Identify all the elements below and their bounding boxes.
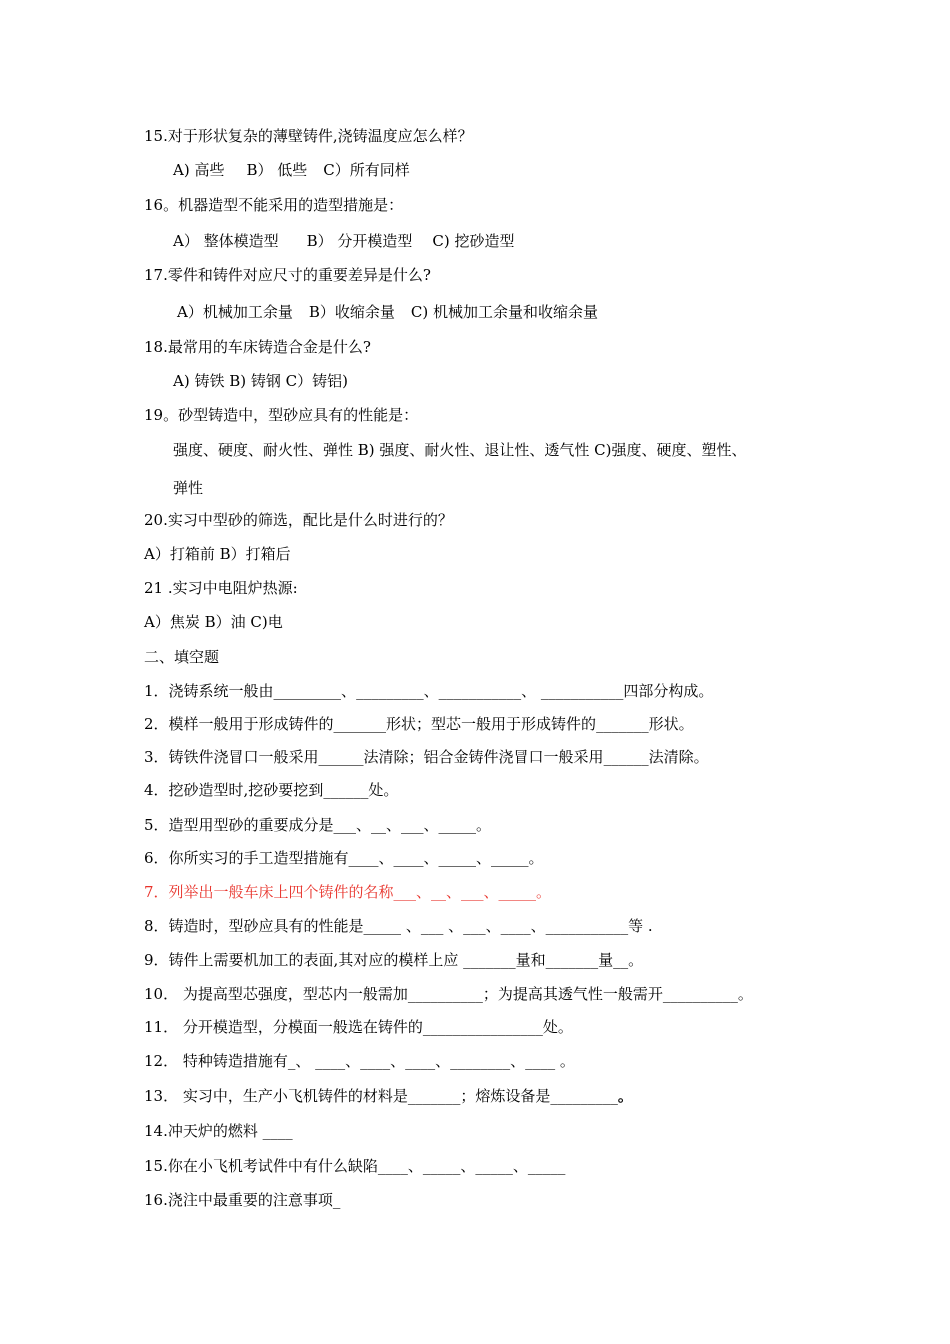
item-text: 9．铸件上需要机加工的表面,其对应的模样上应 _______量和_______量__。 [144, 951, 644, 969]
fill-item-11 [144, 1016, 573, 1038]
question-21-options [144, 611, 283, 633]
item-text: 。 [737, 985, 753, 1003]
question-21 [144, 577, 298, 599]
question-18 [144, 336, 371, 358]
option-a: A) 高些 [173, 161, 225, 179]
question-15-options [173, 159, 410, 181]
fill-item-10 [144, 983, 753, 1005]
blank: _______ [407, 1087, 461, 1105]
fill-item-7-highlighted [144, 881, 551, 903]
question-15 [144, 125, 473, 147]
fill-item-9 [144, 949, 643, 971]
item-text: 10． 为提高型芯强度，型芯内一般需加 [144, 985, 408, 1003]
separator: 、 [521, 682, 541, 700]
item-text: 。 [617, 1087, 633, 1105]
option-b: B） 分开模造型 [306, 232, 413, 250]
options-text: 弹性 [173, 479, 204, 497]
item-text: ；熔炼设备是 [460, 1087, 551, 1105]
item-text: 3．铸铁件浇冒口一般采用 [144, 748, 319, 766]
question-19-options-line1 [173, 439, 747, 461]
option-a: A） 整体模造型 [173, 232, 279, 250]
fill-item-4 [144, 779, 398, 801]
section-heading-text: 二、填空题 [144, 648, 220, 666]
fill-item-15 [144, 1155, 565, 1177]
item-text: 13． 实习中，生产小飞机铸件的材料是 [144, 1087, 408, 1105]
item-text: 6．你所实习的手工造型措施有____、____、_____、_____。 [144, 849, 544, 867]
blank: ___________ [540, 682, 624, 700]
item-text: ；为提高其透气性一般需开 [482, 985, 663, 1003]
separator: 、 [341, 682, 357, 700]
question-17 [144, 264, 431, 286]
fill-item-3 [144, 746, 709, 768]
question-17-text: 17.零件和铸件对应尺寸的重要差异是什么? [144, 266, 431, 284]
options-text: A）焦炭 B）油 C)电 [144, 613, 283, 631]
item-text: 处。 [542, 1018, 573, 1036]
blank: _________ [550, 1087, 618, 1105]
blank: _______ [596, 715, 649, 733]
question-19 [144, 404, 418, 426]
item-text: 形状；型芯一般用于形成铸件的 [386, 715, 597, 733]
item-text: 5．造型用型砂的重要成分是___、__、___、_____。 [144, 816, 492, 834]
blank: ______ [323, 781, 369, 799]
item-text: 2．模样一般用于形成铸件的 [144, 715, 334, 733]
blank: __________ [662, 985, 738, 1003]
item-text: 7．列举出一般车床上四个铸件的名称___、__、___、_____。 [144, 883, 552, 901]
item-text: 12． 特种铸造措施有_、 ____、____、____、________、____ 。 [144, 1052, 575, 1070]
option-b: B）收缩余量 [308, 303, 395, 321]
item-text: 15.你在小飞机考试件中有什么缺陷____、_____、_____、_____ [144, 1157, 566, 1175]
fill-item-12 [144, 1050, 575, 1072]
blank: _______ [333, 715, 387, 733]
fill-item-2 [144, 713, 694, 735]
fill-item-13 [144, 1085, 633, 1107]
question-16 [144, 194, 403, 216]
fill-item-5 [144, 814, 491, 836]
item-text: 形状。 [648, 715, 694, 733]
question-20-text: 20.实习中型砂的筛选，配比是什么时进行的？ [144, 511, 453, 529]
blank: _________ [273, 682, 342, 700]
item-text: 4．挖砂造型时,挖砂要挖到 [144, 781, 324, 799]
fill-item-1 [144, 680, 713, 702]
options-text: 强度、硬度、耐火性、弹性 B) 强度、耐火性、退让性、透气性 C)强度、硬度、塑性、 [173, 441, 747, 459]
fill-item-16 [144, 1189, 340, 1211]
options-text: A）打箱前 B）打箱后 [144, 545, 291, 563]
blank: ______ [603, 748, 649, 766]
item-text: 1．浇铸系统一般由 [144, 682, 274, 700]
question-19-options-line2 [173, 477, 203, 499]
item-text: 四部分构成。 [623, 682, 714, 700]
separator: 、 [423, 682, 439, 700]
option-c: C) 机械加工余量和收缩余量 [410, 303, 598, 321]
item-text: 处。 [368, 781, 399, 799]
question-15-text: 15.对于形状复杂的薄壁铸件,浇铸温度应怎么样？ [144, 127, 473, 145]
fill-item-8 [144, 915, 653, 937]
option-c: C）所有同样 [323, 161, 410, 179]
blank: _________ [356, 682, 424, 700]
fill-item-14 [144, 1120, 293, 1142]
fill-item-6 [144, 847, 544, 869]
blank: ______ [318, 748, 364, 766]
question-16-text: 16。机器造型不能采用的造型措施是： [144, 196, 404, 214]
item-text: 14.冲天炉的燃料 ____ [144, 1122, 293, 1140]
option-b: B） 低些 [246, 161, 308, 179]
question-20 [144, 509, 453, 531]
option-a: A）机械加工余量 [177, 303, 293, 321]
blank: __________ [407, 985, 483, 1003]
question-19-text: 19。砂型铸造中，型砂应具有的性能是： [144, 406, 419, 424]
options-text: A) 铸铁 B) 铸钢 C）铸铝) [173, 372, 348, 390]
item-text: 法清除。 [648, 748, 709, 766]
item-text: 8．铸造时，型砂应具有的性能是_____ 、___ 、___、____、___________等 . [144, 917, 653, 935]
item-text: 法清除；铝合金铸件浇冒口一般采用 [363, 748, 604, 766]
blank: ___________ [438, 682, 522, 700]
option-c: C) 挖砂造型 [432, 232, 515, 250]
question-18-text: 18.最常用的车床铸造合金是什么? [144, 338, 371, 356]
question-18-options [173, 370, 348, 392]
item-text: 11． 分开模造型，分模面一般选在铸件的 [144, 1018, 423, 1036]
section-heading [144, 646, 219, 668]
blank: ________________ [422, 1018, 543, 1036]
item-text: 16.浇注中最重要的注意事项_ [144, 1191, 341, 1209]
question-21-text: 21 .实习中电阻炉热源: [144, 579, 298, 597]
question-17-options [177, 301, 598, 323]
question-20-options [144, 543, 291, 565]
question-16-options [173, 230, 515, 252]
